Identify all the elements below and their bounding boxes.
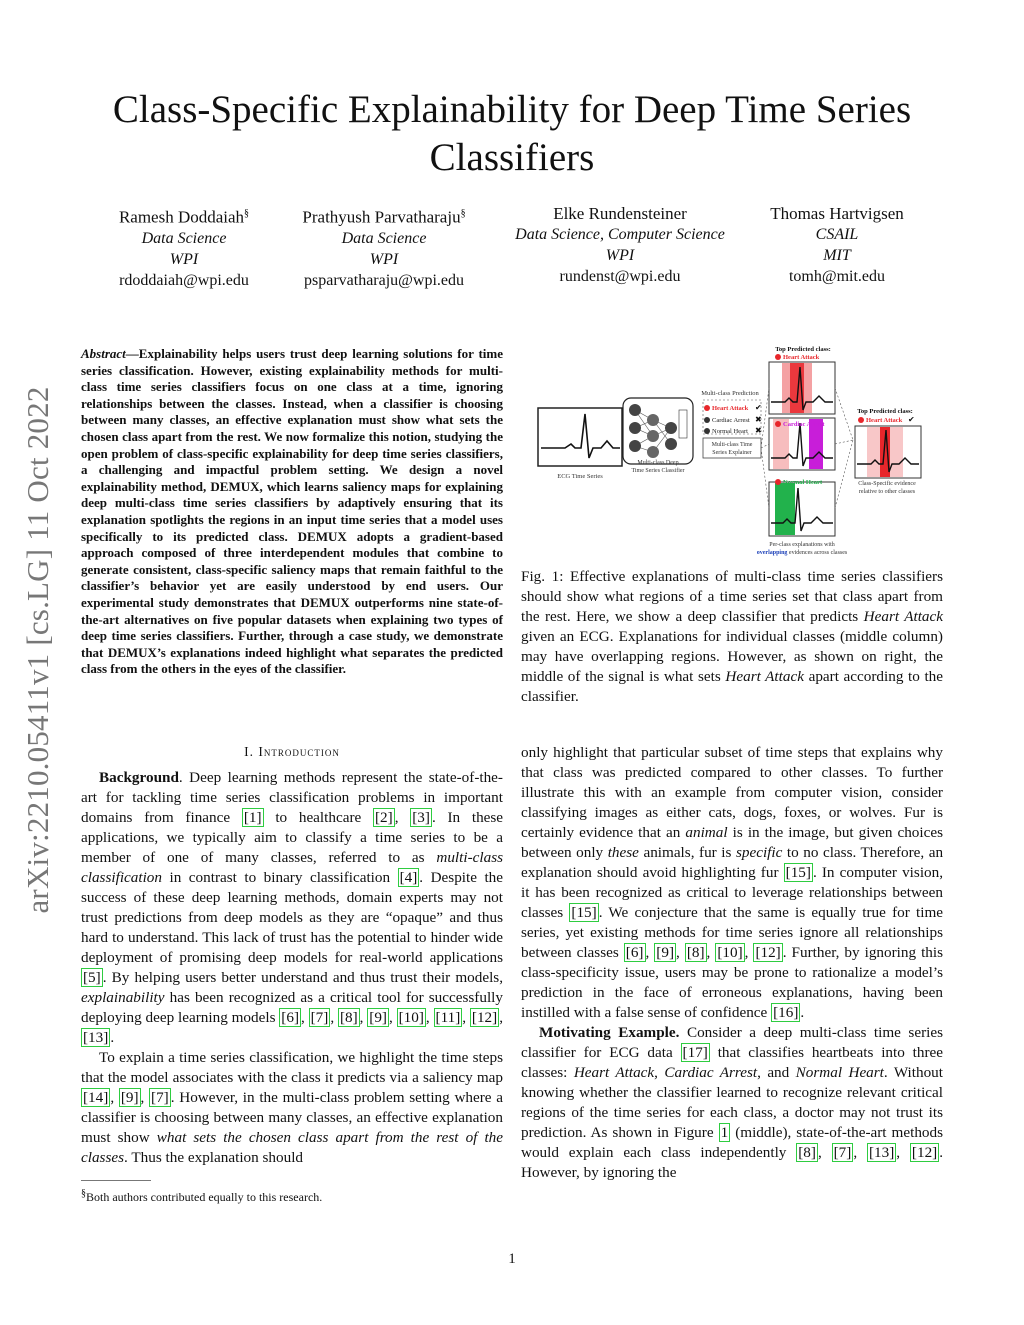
per-class-caption-c: evidences across classes: [788, 550, 848, 556]
text-run: to healthcare: [275, 809, 362, 826]
author-name: Ramesh Doddaiah: [118, 207, 245, 227]
author-name: Thomas Hartvigsen: [770, 204, 904, 223]
text-run: , and: [757, 1064, 790, 1081]
ecg-input-panel: [538, 408, 622, 480]
author-inst: WPI: [605, 247, 635, 264]
class-specific-caption-1: Class-Specific evidence: [858, 481, 916, 487]
text-run: is in the image, but given choices between only: [521, 824, 944, 861]
text-run: . Thus the explanation should: [124, 1149, 304, 1166]
figure-caption: [521, 567, 943, 707]
per-class-caption-a: Per-class explanations with: [769, 542, 835, 548]
class-specific-caption-2: relative to other classes: [858, 489, 916, 495]
page-number: 1: [508, 1251, 516, 1267]
citation[interactable]: [12]: [911, 1144, 938, 1161]
citation[interactable]: [9]: [120, 1089, 139, 1106]
per-class-caption-line2: [757, 550, 848, 556]
text-run: . In computer vision, it has been recognized as critical to leverage relationships between classes: [521, 864, 944, 921]
text-run: specific: [735, 844, 783, 861]
citation[interactable]: [11]: [435, 1009, 461, 1026]
heart-icon: [858, 417, 864, 423]
citation[interactable]: [10]: [717, 944, 743, 961]
caption-part2: given an ECG. Explanations for individual classes (middle column) may have overlapping regions. However, as shown on right, the middle of the signal is what sets: [521, 628, 943, 685]
abstract-label: Abstract: [81, 346, 126, 361]
paper-title: Class-Specific Explainability for Deep Time Series Classifiers: [112, 88, 912, 179]
text-run: only highlight that particular subset of time steps that explains why that class was predicted compared to other classes. To further illustrate this with an example from computer vision, consider classifying images as either cats, dogs, foxes, or wolves. Fur is certainly evidence that an: [521, 744, 943, 841]
check-icon: ✔: [908, 415, 915, 424]
text-run: Normal Heart: [795, 1064, 884, 1081]
class-cardiac-arrest: Cardiac Arrest: [712, 417, 750, 424]
paragraph-explain: To explain a time series classification, we highlight the time steps that the model associates with the class it predicts via a saliency map [14] , [9] , [7] . However, in the multi-class problem setting where a classifier is choosing between many classes, an effective explanation must show what sets the chosen class apart from the rest of the classes. Thus the explanation should: [81, 1049, 503, 1166]
text-run: . However, by ignoring the: [521, 1144, 944, 1181]
citation[interactable]: [13]: [868, 1144, 895, 1161]
citation[interactable]: [12]: [755, 944, 781, 961]
citation[interactable]: [10]: [398, 1009, 424, 1026]
footnote-rule: [81, 1180, 151, 1181]
author-name: Prathyush Parvatharaju: [302, 207, 461, 227]
figure-1: [535, 340, 945, 562]
author-2: [254, 203, 514, 291]
citation[interactable]: [6]: [625, 944, 644, 961]
text-run: explainability: [81, 989, 165, 1006]
footnote: [81, 1186, 503, 1205]
text-run: . Further, by ignoring this class-specificity issue, users may be prone to rationalize a model’s prediction in the face of erroneous explanations, having been instilled with a false sense of confidence: [521, 944, 944, 1021]
caption-label: Fig. 1:: [521, 568, 564, 585]
author-mark: §: [244, 208, 250, 219]
author-4: [707, 203, 967, 287]
citation[interactable]: [15]: [785, 864, 811, 881]
classifier-network: [623, 398, 693, 474]
citation[interactable]: [13]: [83, 1029, 109, 1046]
author-email[interactable]: psparvatharaju@wpi.edu: [303, 271, 464, 289]
citation[interactable]: [9]: [369, 1009, 387, 1026]
explainer-label-2: Series Explainer: [712, 450, 752, 456]
text-run: (middle), state-of-the-art methods would explain each class independently: [521, 1124, 944, 1161]
author-name: Elke Rundensteiner: [553, 204, 687, 223]
top-pred-label-2: Top Predicted class:: [857, 408, 913, 415]
section-heading: [81, 744, 503, 760]
citation[interactable]: [7]: [151, 1089, 169, 1106]
author-email[interactable]: tomh@mit.edu: [788, 268, 886, 285]
text-run: . Without knowing whether the classifier learned to recognize relevant critical regions of the time series for each class, a doctor may not trust its prediction. As shown in Figure: [521, 1064, 943, 1141]
text-run: these: [607, 844, 639, 861]
citation[interactable]: [8]: [798, 1144, 816, 1161]
classifier-label-1: Multi-class Deep: [637, 460, 679, 466]
author-mark: §: [460, 208, 466, 219]
heart-icon: [704, 405, 710, 411]
class-normal-heart: Normal Heart: [712, 428, 748, 435]
caption-part1: Effective explanations of multi-class time series classifiers should show what regions of a time series set that class apart from the rest. Here, we show a deep classifier that predicts: [521, 568, 944, 625]
text-run: . We conjecture that the same is equally true for time series, yet existing methods for time series ignore all relationships between classes: [521, 904, 943, 961]
footnote-text: Both authors contributed equally to this research.: [86, 1190, 323, 1204]
heart-icon: [704, 417, 710, 423]
cross-icon: ✖: [755, 426, 762, 435]
citation[interactable]: [5]: [83, 969, 101, 986]
text-run: Heart Attack: [573, 1064, 655, 1081]
per-class-panels: [757, 346, 848, 556]
overlapping-word: overlapping: [756, 550, 788, 556]
author-inst: WPI: [369, 250, 399, 268]
citation[interactable]: [8]: [339, 1009, 358, 1026]
panel-normal-heart: Normal Heart: [783, 479, 823, 486]
text-run: Consider a deep multi-class time series classifier for ECG data: [521, 1024, 944, 1061]
citation[interactable]: [7]: [310, 1009, 329, 1026]
cross-icon: ✖: [755, 415, 762, 424]
caption-italic1: Heart Attack: [863, 608, 944, 625]
text-run: that classifies heartbeats into three classes:: [521, 1044, 944, 1081]
class-heart-attack: Heart Attack: [712, 405, 749, 412]
text-run: animal: [685, 824, 728, 841]
citation[interactable]: [3]: [412, 809, 430, 826]
abstract: [81, 346, 503, 678]
citation[interactable]: [8]: [686, 944, 705, 961]
heart-icon: [775, 479, 781, 485]
paragraph-continued: only highlight that particular subset of time steps that explains why that class was predicted compared to other classes. To further illustrate this with an example from computer vision, consider classifying images as either cats, dogs, foxes, or wolves. Fur is certainly evidence that an animal is in the image, but given choices between only these animals, fur is specific to no class. Therefore, an explanation should avoid highlighting fur [15] . In computer vision, it has been recognized as critical to leverage relationships between classes [15] . We conjecture that the same is equally true for time series, yet existing methods for time series ignore all relationships between classes [6] , [9] , [8] , [10] , [12] . Further, by ignoring this class-specificity issue, users may be prone to rationalize a model’s prediction in the face of erroneous explanations, having been instilled with a false sense of confidence [16] .: [521, 744, 944, 1021]
caption-part3: apart according to the classifier.: [521, 668, 944, 705]
panel-cardiac-arrest: Cardiac Arrest: [783, 421, 825, 428]
author-email[interactable]: rundenst@wpi.edu: [559, 268, 681, 285]
paragraph-background: Background. Deep learning methods represent the state-of-the-art for tackling time series classification problems in important domains from finance [1] to healthcare [2] , [3] . In these applications, we typically aim to classify a time series to be a member of one of many classes, referred to as multi-class classification in contrast to binary classification [4] . Despite the success of these deep learning methods, domain experts may not trust predictions from deep models as they are “opaque” and thus hard to understand. This lack of trust has the potential to hinder wide deployment of promising deep models for real-world applications [5] . By helping users better understand and thus trust their models, explainability has been recognized as a critical tool for successfully deploying deep learning models [6] , [7] , [8] , [9] , [10] , [11] , [12] , [13] .: [81, 769, 504, 1046]
prediction-title: Multi-class Prediction: [701, 390, 759, 397]
text-run: animals, fur is: [643, 844, 732, 861]
text-run: to no class. Therefore, an explanation should avoid highlighting fur: [521, 844, 944, 881]
prediction-list: [701, 390, 762, 458]
left-column: [81, 768, 503, 1168]
arxiv-identifier: arXiv:2210.05411v1 [cs.LG] 11 Oct 2022: [20, 386, 55, 914]
author-email[interactable]: rdoddaiah@wpi.edu: [119, 271, 249, 289]
top-pred-value: Heart Attack: [783, 354, 820, 361]
motivating-head: Motivating Example.: [539, 1024, 680, 1041]
heart-icon: [775, 354, 781, 360]
text-run: multi-class classification: [81, 849, 504, 886]
classifier-label-2: Time Series Classifier: [631, 468, 685, 474]
citation[interactable]: [1]: [243, 809, 262, 826]
class-specific-panel: [855, 408, 921, 495]
citation[interactable]: [16]: [773, 1004, 799, 1021]
citation[interactable]: [9]: [656, 944, 675, 961]
citation[interactable]: [6]: [281, 1009, 300, 1026]
heart-icon: [775, 421, 781, 427]
explainer-label-1: Multi-class Time: [711, 442, 753, 448]
citation[interactable]: [12]: [471, 1009, 498, 1026]
author-dept: CSAIL: [815, 226, 859, 243]
author-inst: MIT: [823, 247, 851, 264]
author-dept: Data Science: [141, 229, 227, 247]
section-title: Introduction: [258, 744, 340, 759]
text-run: . However, in the multi-class problem setting where a classifier is choosing between many classes, an effective explanation must show: [81, 1089, 503, 1146]
text-run: . By helping users better understand and thus trust their models,: [102, 969, 503, 986]
check-icon: ✔: [755, 403, 762, 412]
citation[interactable]: [17]: [682, 1044, 708, 1061]
background-head: Background: [99, 769, 179, 786]
arxiv-sidebar: [8, 350, 68, 950]
text-run: . Despite the success of these deep learning methods, domain experts may not trust predictions from deep models as they are “opaque” and thus hard to understand. This lack of trust has the potential to hinder wide deployment of promising deep models for real-world applications: [81, 869, 504, 966]
section-number: I.: [244, 744, 254, 759]
text-run: . In these applications, we typically aim to classify a time series to be a member of one of many classes, referred to as: [81, 809, 504, 866]
text-run: Cardiac Arrest: [664, 1064, 758, 1081]
footnote-mark: §: [81, 1188, 86, 1199]
caption-italic2: Heart Attack: [725, 668, 804, 685]
citation[interactable]: [4]: [399, 869, 418, 886]
ecg-label: ECG Time Series: [557, 473, 603, 480]
top-pred-value-2: Heart Attack: [866, 417, 903, 424]
text-run: . Deep learning methods represent the state-of-the-art for tackling time series classification problems in important domains from finance: [81, 769, 503, 826]
author-inst: WPI: [169, 250, 199, 268]
citation[interactable]: [2]: [374, 809, 393, 826]
abstract-text: —Explainability helps users trust deep learning solutions for time series classification. However, existing explainability methods for multi-class time series classifiers focus on one class at a time, ignoring relationships between the classes. Instead, when a classifier is choosing between many classes, an effective explanation must show what sets the chosen class apart from the rest. We now formalize this notion, studying the open problem of class-specific explainability for deep time series classifiers, a challenging and impactful problem setting. We design a novel explainability method, DEMUX, which learns saliency maps for explaining deep multi-class time series classifiers by adaptively ensuring that its explanation spotlights the regions in an input time series that a model uses specifically to its predicted class. DEMUX adopts a gradient-based approach composed of three interdependent modules that combine to generate consistent, class-specific saliency maps that remain faithful to the classifier’s behavior yet are easily understood by end users. Our experimental study demonstrates that DEMUX outperforms nine state-of-the-art alternatives on five popular datasets when explaining two types of deep time series classifiers. Further, through a case study, we demonstrate that DEMUX’s explanations indeed highlight what separates the predicted class from the others in the eyes of the classifier.: [81, 346, 503, 677]
top-pred-label: Top Predicted class:: [775, 346, 831, 353]
right-column: [521, 743, 943, 1183]
paragraph-motivating: Motivating Example. Consider a deep multi-class time series classifier for ECG data [17] that classifies heartbeats into three classes: Heart Attack, Cardiac Arrest, and Normal Heart. Without knowing whether the classifier learned to recognize relevant critical regions of the time series for each class, a doctor may not trust its prediction. As shown in Figure 1 (middle), state-of-the-art methods would explain each class independently [8] , [7] , [13] , [12] . However, by ignoring the: [521, 1024, 944, 1181]
text-run: what sets the chosen class apart from the rest of the classes: [81, 1129, 503, 1166]
citation[interactable]: [7]: [833, 1144, 852, 1161]
author-dept: Data Science, Computer Science: [515, 226, 725, 243]
figure-link[interactable]: 1: [720, 1124, 729, 1141]
citation[interactable]: [15]: [571, 904, 597, 921]
author-dept: Data Science: [341, 229, 427, 247]
text-run: has been recognized as a critical tool for successfully deploying deep learning models: [81, 989, 503, 1026]
heart-icon: [704, 428, 710, 434]
text-run: To explain a time series classification, we highlight the time steps that the model associates with the class it predicts via a saliency map: [81, 1049, 503, 1086]
citation[interactable]: [14]: [83, 1089, 109, 1106]
text-run: in contrast to binary classification: [169, 869, 391, 886]
